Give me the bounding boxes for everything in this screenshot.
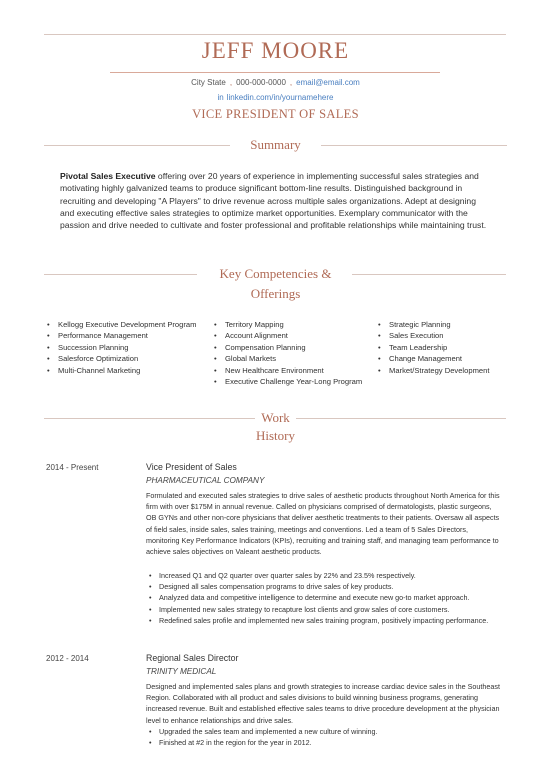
job-achievements <box>146 570 502 626</box>
achievement-item: • Designed all sales compensation programs to drive sales of key products. <box>146 581 502 592</box>
competency-column-3 <box>378 319 489 376</box>
job-role: Vice President of Sales <box>146 462 237 472</box>
competency-item: • Account Alignment <box>214 330 362 341</box>
summary-text <box>60 170 492 231</box>
work-heading-line1: Work <box>261 410 290 425</box>
competency-item: • Sales Execution <box>378 330 489 341</box>
summary-body: offering over 20 years of experience in implementing successful sales strategies and motivating highly galvanized teams to produce significant bottom-line results. Distinguished background in recruiting and developing "A Players" to drive revenue across multiple sales organizations. Adept at designing and executing effective sales strategies to optimize market opportunities. Exemplary communicator with the passion and drive needed to cultivate and foster professional and profitable relationships while maintaining trust. <box>60 171 487 231</box>
linkedin-link[interactable]: linkedin.com/in/yournamehere <box>226 93 334 102</box>
summary-lead: Pivotal Sales Executive <box>60 171 156 181</box>
competency-item: • Multi-Channel Marketing <box>47 365 196 376</box>
achievement-item: • Implemented new sales strategy to recapture lost clients and grow sales of core customers. <box>146 604 502 615</box>
competency-item: • Compensation Planning <box>214 342 362 353</box>
competency-item: • Succession Planning <box>47 342 196 353</box>
linkedin-icon: in <box>217 93 224 102</box>
name-underline <box>110 72 440 73</box>
competencies-heading-line1: Key Competencies & <box>219 266 332 281</box>
competency-item: • Performance Management <box>47 330 196 341</box>
competencies-heading-line2: Offerings <box>250 286 301 301</box>
job-company: PHARMACEUTICAL COMPANY <box>146 476 265 485</box>
job-achievements <box>146 726 502 748</box>
headline: VICE PRESIDENT OF SALES <box>192 107 359 121</box>
separator: , <box>289 78 293 87</box>
job-role: Regional Sales Director <box>146 653 239 663</box>
competency-column-2 <box>214 319 362 387</box>
competency-item: • Salesforce Optimization <box>47 353 196 364</box>
competency-item: • Kellogg Executive Development Program <box>47 319 196 330</box>
job-dates: 2014 - Present <box>46 463 99 472</box>
competency-item: • Strategic Planning <box>378 319 489 330</box>
summary-heading: Summary <box>250 137 301 152</box>
competency-item: • Change Management <box>378 353 489 364</box>
job-description: Designed and implemented sales plans and growth strategies to increase cardiac device sales in the Southeast Region. Collaborated with all product and sales divisions to build winning business programs, generating increased revenue. Built and established effective sales teams to drive procedure development at the physician level to enhance relationships and drive sales. <box>146 682 500 725</box>
competency-item: • Market/Strategy Development <box>378 365 489 376</box>
achievement-item: • Increased Q1 and Q2 quarter over quarter sales by 22% and 23.5% respectively. <box>146 570 502 581</box>
top-divider <box>44 34 506 35</box>
job-dates: 2012 - 2014 <box>46 654 89 663</box>
city-state: City State <box>191 78 226 87</box>
achievement-item: • Finished at #2 in the region for the year in 2012. <box>146 737 502 748</box>
candidate-name: JEFF MOORE <box>201 38 350 63</box>
achievement-item: • Redefined sales profile and implemented new sales training program, positively impacting performance. <box>146 615 502 626</box>
competency-column-1 <box>47 319 196 376</box>
job-company: TRINITY MEDICAL <box>146 667 217 676</box>
phone: 000-000-0000 <box>236 78 286 87</box>
linkedin-line <box>0 93 551 102</box>
competency-item: • Global Markets <box>214 353 362 364</box>
achievement-item: • Analyzed data and competitive intelligence to determine and execute new go-to market approach. <box>146 592 502 603</box>
work-heading-line2: History <box>256 428 295 443</box>
separator: , <box>229 78 233 87</box>
email-link[interactable]: email@email.com <box>296 78 360 87</box>
achievement-item: • Upgraded the sales team and implemented a new culture of winning. <box>146 726 502 737</box>
contact-line <box>0 78 551 87</box>
competency-item: • Executive Challenge Year-Long Program <box>214 376 362 387</box>
job-description: Formulated and executed sales strategies to drive sales of aesthetic products throughout North America for this firm with over $175M in annual revenue. Called on physicians comprised of dermatologists, plastic surgeons, OB GYNs and other non-core physicians that deliver aesthetic treatments to their patients. Oversaw all aspects of field sales, inside sales, sales training, meetings and conventions. Led a team of 5 Sales Directors, monitoring Key Performance Indicators (KPIs), recruiting and training staff, and managing team performance to achieve sales objectives on Valeant aesthetic products. <box>146 491 500 557</box>
competency-item: • New Healthcare Environment <box>214 365 362 376</box>
competency-item: • Team Leadership <box>378 342 489 353</box>
competency-item: • Territory Mapping <box>214 319 362 330</box>
